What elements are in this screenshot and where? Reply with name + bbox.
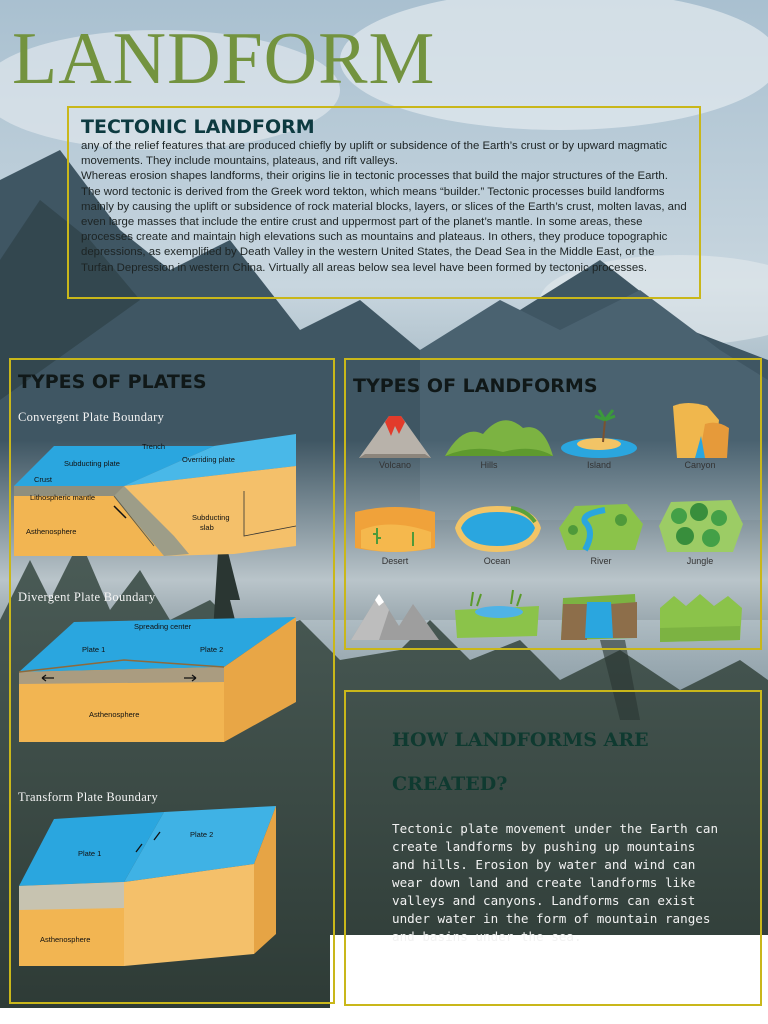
- tectonic-paragraph-2: Whereas erosion shapes landforms, their origins lie in tectonic processes that build the major structures of the Earth. The word tectonic is derived from the Greek word tekton, which means “builder.” Tectonic processes build landforms mainly by causing the uplift or subsidence of rock material blocks, layers, or slices of the Earth’s crust, molten lavas, and even large masses that include the entire crust and uppermost part of the planet’s mantle. In some areas, these processes create and maintain high elevations such as mountains and plateaus. In others, they produce topographic depressions, as exemplified by Death Valley in the western United States, the Dead Sea in the Middle East, or the Turfan Depression in western China. Virtually all areas below sea level have been formed by tectonic processes.: [81, 170, 687, 274]
- transform-boundary-label: Transform Plate Boundary: [18, 790, 159, 804]
- landform-ocean: [451, 500, 543, 566]
- landform-plain: [654, 588, 746, 644]
- landform-label: Island: [586, 460, 612, 470]
- divergent-boundary-label: Divergent Plate Boundary: [18, 590, 156, 604]
- hills-icon: [443, 404, 555, 460]
- tectonic-landform-heading: TECTONIC LANDFORM: [81, 116, 315, 138]
- overriding-plate-label: Overriding plate: [182, 455, 235, 464]
- landform-jungle: [654, 496, 746, 566]
- island-icon: [557, 404, 641, 460]
- landform-volcano: [349, 404, 441, 470]
- landform-label: Desert: [381, 556, 409, 566]
- subducting-slab-label: Subducting: [192, 513, 230, 522]
- landform-canyon: [654, 400, 746, 470]
- transform-boundary-diagram: [14, 804, 300, 972]
- page-title: LANDFORM: [12, 18, 436, 100]
- types-of-landforms-heading: TYPES OF LANDFORMS: [353, 375, 598, 397]
- spreading-center-label: Spreading center: [134, 622, 192, 631]
- ocean-icon: [451, 500, 545, 556]
- tectonic-landform-box: [67, 106, 701, 299]
- transform-plate2-label: Plate 2: [190, 830, 214, 839]
- asthenosphere-label: Asthenosphere: [26, 527, 77, 536]
- transform-plate1-label: Plate 1: [78, 849, 102, 858]
- landform-label: Jungle: [686, 556, 714, 566]
- landform-desert: [349, 500, 441, 566]
- trench-label: Trench: [142, 442, 166, 451]
- how-landforms-heading: HOW LANDFORMS ARE CREATED?: [392, 729, 649, 795]
- divergent-plate1-label: Plate 1: [82, 645, 106, 654]
- transform-asthenosphere-label: Asthenosphere: [40, 935, 91, 944]
- grassland-icon: [451, 588, 543, 642]
- types-of-plates-heading: TYPES OF PLATES: [18, 371, 207, 393]
- subducting-slab-label-2: slab: [200, 523, 214, 532]
- desert-icon: [351, 500, 439, 556]
- landform-river: [555, 500, 647, 566]
- divergent-boundary-diagram: [14, 612, 300, 746]
- plain-icon: [654, 588, 746, 644]
- canyon-icon: [657, 400, 743, 460]
- divergent-plate2-label: Plate 2: [200, 645, 224, 654]
- lithospheric-mantle-label: Lithospheric mantle: [30, 493, 96, 502]
- landform-hills: [443, 404, 535, 470]
- landform-label: Canyon: [684, 460, 716, 470]
- landform-mountains: [349, 590, 441, 642]
- tectonic-paragraph-1: any of the relief features that are produced chiefly by uplift or subsidence of the Earth’s crust or by upward magmatic movements. They include mountains, plateaus, and rift valleys.: [81, 140, 668, 168]
- landform-waterfall: [553, 588, 645, 644]
- mountains-icon: [349, 590, 441, 642]
- crust-label: Crust: [34, 475, 52, 484]
- landform-label: River: [590, 556, 612, 566]
- convergent-boundary-diagram: [14, 426, 300, 560]
- volcano-icon: [355, 404, 435, 460]
- landform-label: Volcano: [378, 460, 412, 470]
- subducting-plate-label: Subducting plate: [64, 459, 120, 468]
- landform-grassland: [451, 588, 543, 642]
- divergent-asthenosphere-label: Asthenosphere: [89, 710, 140, 719]
- landform-label: Hills: [480, 460, 498, 470]
- convergent-boundary-label: Convergent Plate Boundary: [18, 410, 165, 424]
- landform-island: [553, 404, 645, 470]
- river-icon: [555, 500, 647, 556]
- waterfall-icon: [553, 588, 645, 644]
- jungle-icon: [655, 496, 745, 556]
- landform-label: Ocean: [483, 556, 511, 566]
- how-landforms-body: Tectonic plate movement under the Earth can create landforms by pushing up mountains and hills. Erosion by water and wind can wear down land and create landforms like valleys and canyons. Landforms can exist under water in the form of mountain ranges and basins under the sea.: [392, 821, 719, 944]
